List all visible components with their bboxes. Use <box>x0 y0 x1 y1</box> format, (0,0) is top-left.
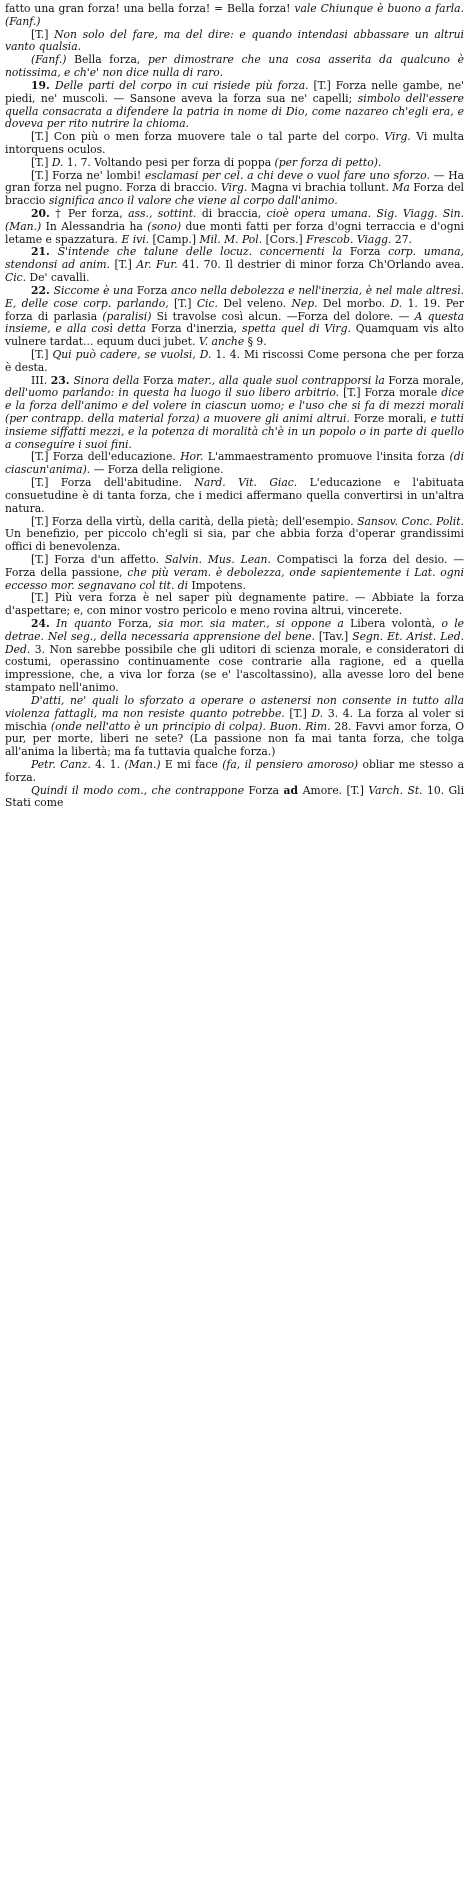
body-text: In Alessandria ha <box>45 219 148 233</box>
entry-paragraph <box>5 80 464 131</box>
body-text: [T.] <box>31 27 55 41</box>
entry-paragraph <box>5 516 464 554</box>
entry-paragraph <box>5 785 464 811</box>
italic-text: S'intende che talune delle locuz. concernenti la <box>57 245 350 259</box>
body-text: [T.] Forza morale <box>343 386 442 400</box>
entry-paragraph <box>5 451 464 477</box>
body-text: Impotens. <box>191 578 246 592</box>
body-text: [Tav.] <box>318 629 353 643</box>
italic-text: (per forza di petto). <box>274 155 382 169</box>
entry-paragraph <box>5 349 464 375</box>
body-text: Del morbo. <box>322 296 391 310</box>
body-text: [T.] Forza dell'abitudine. <box>31 476 195 490</box>
section-number: 23. <box>50 373 74 387</box>
italic-text: anco nella debolezza e nell'inerzia, è nel male altresì. E, delle cose corp. parlando, <box>5 283 464 310</box>
body-text: 1. 19. Per forza di parlasia <box>5 296 464 323</box>
italic-text: simbolo dell'essere quella consacrata a difendere la patria in nome di Dio, come nazareo ch'egli era, e doveva per rito nutrire la chioma. <box>5 91 464 131</box>
body-text: due monti fatti per forza d'ogni terraccia e d'ogni letame e spazzatura. <box>5 219 464 246</box>
italic-text: Ar. Fur. <box>136 258 183 272</box>
body-text: III. <box>31 373 51 387</box>
body-text: Compatisci la forza del desio. — Forza della passione, <box>5 552 464 579</box>
italic-text: sia mor. sia mater., si oppone a <box>158 617 351 630</box>
italic-text: Sansov. Conc. Polit. <box>357 514 464 528</box>
italic-text: A questa insieme, e alla così detta <box>5 309 464 336</box>
body-text: [T.] Forza d'un affetto. <box>31 552 165 566</box>
entry-paragraph <box>5 618 464 695</box>
body-text: [T.] Con più o men forza muovere tale o tal parte del corpo. <box>31 130 385 144</box>
italic-text: Cic. <box>5 271 30 285</box>
body-text: 3. 4. La forza al voler si mischia <box>5 706 464 733</box>
body-text: 1. 7. Voltando pesi per forza di poppa <box>66 155 275 169</box>
body-text: Amore. [T.] <box>302 783 369 797</box>
entry-paragraph <box>5 208 464 246</box>
body-text: [T.] Forza della virtù, della carità, della pietà; dell'esempio. <box>31 514 358 528</box>
body-text: Del veleno. <box>223 296 292 310</box>
italic-text: E ivi. <box>121 232 153 246</box>
italic-text: Segn. Et. Arist. Led. Ded. <box>5 629 464 656</box>
italic-text: significa anco il valore che viene al corpo dall'animo. <box>48 194 338 208</box>
entry-paragraph <box>5 29 464 55</box>
italic-text: Non solo del fare, ma del dire: e quando intendasi abbassare un altrui vanto qualsia. <box>5 27 464 54</box>
body-text: [T.] Più vera forza è nel saper più degnamente patire. — Abbiate la forza d'aspettare; e, con minor vostro pericolo e meno rovina altrui, vincerete. <box>5 591 464 618</box>
entry-paragraph <box>5 477 464 515</box>
body-text: Forza <box>248 783 284 797</box>
italic-text: dell'uomo parlando: in questa ha luogo il suo libero arbitrio. <box>5 386 344 400</box>
italic-text: Frescob. Viagg. <box>306 232 395 246</box>
italic-text: (fa, il pensiero amoroso) <box>222 757 363 771</box>
italic-text: (sono) <box>147 219 186 233</box>
italic-text: Cic. <box>196 296 224 310</box>
body-text: — Ha gran forza nel pugno. Forza di braccio. <box>5 168 464 195</box>
italic-text: D. <box>390 296 408 310</box>
entry-paragraph <box>5 170 464 208</box>
body-text: Forze morali, <box>353 412 431 425</box>
italic-text: Quindi il modo com., che contrappone <box>31 783 249 797</box>
body-text: Forza del braccio <box>5 181 464 208</box>
body-text: di braccia, <box>201 207 267 220</box>
body-text: fatto una gran forza! una bella forza! = Bella forza! <box>5 2 295 15</box>
italic-text: Qui può cadere, se vuolsi, D. <box>52 347 216 361</box>
body-text: [T.] Forza nelle gambe, ne' piedi, ne' muscoli. — Sansone aveva la forza sua ne' capelli; <box>5 78 465 105</box>
entry-paragraph <box>5 375 464 452</box>
section-number: ad <box>283 783 303 797</box>
italic-text: D. <box>51 155 67 169</box>
section-number: 19. <box>31 78 55 92</box>
body-text: obliar me stesso a forza. <box>5 757 464 784</box>
italic-text: (di ciascun'anima). <box>5 450 465 477</box>
italic-text: mater., alla quale suol contrapporsi la <box>177 373 389 387</box>
italic-text: Hor. <box>180 450 208 464</box>
italic-text: che più veram. è debolezza, onde sapientemente i Lat. ogni eccesso mor. segnavano col tit. di <box>5 565 464 592</box>
italic-text: V. anche <box>198 335 248 349</box>
italic-text: vale Chiunque è buono a farla. (Fanf.) <box>5 2 464 28</box>
body-text: 27. <box>394 232 412 246</box>
body-text: [T.] Forza ne' lombi! <box>31 168 145 182</box>
body-text: Libera volontà, <box>350 617 442 630</box>
body-text: [T.] <box>114 258 137 272</box>
italic-text: Siccome è una <box>53 283 137 297</box>
body-text: Quamquam vis alto vulnere tardat... equum duci jubet. <box>5 322 465 349</box>
body-text: — Forza della religione. <box>93 463 224 477</box>
italic-text: D'atti, ne' quali lo sforzato a operare o astenersi non consente in tutto alla violenza fattagli, ma non resiste quanto potrebbe. <box>5 693 464 720</box>
body-text: Magna vi brachia tollunt. <box>250 181 393 195</box>
entry-paragraph <box>5 246 464 284</box>
body-text: E mi face <box>164 757 223 771</box>
italic-text: D. <box>311 706 328 720</box>
italic-text: Petr. Canz. <box>31 757 96 771</box>
section-number: 22. <box>31 283 54 297</box>
italic-text: Nep. <box>291 296 323 310</box>
italic-text: Varch. St. <box>368 783 428 797</box>
body-text: 10. Gli Stati come <box>5 783 465 810</box>
body-text: [T.] Forza dell'educazione. <box>31 450 181 464</box>
italic-text: esclamasi per cel. a chi deve o vuol fare uno sforzo. <box>144 168 434 182</box>
body-text: Si travolse così alcun. —Forza del dolore. — <box>156 309 415 323</box>
italic-text: (Fanf.) <box>31 53 75 67</box>
entry-paragraph <box>5 131 464 157</box>
entry-paragraph <box>5 554 464 592</box>
body-text: 4. 1. <box>95 757 125 771</box>
section-number: 24. <box>31 617 57 630</box>
body-text: [Camp.] <box>152 232 200 246</box>
italic-text: In quanto <box>56 617 118 630</box>
italic-text: ass., sottint. <box>128 207 202 220</box>
entry-paragraph <box>5 3 464 29</box>
italic-text: (onde nell'atto è un principio di colpa). Buon. Rim. <box>50 719 335 733</box>
entry-paragraph <box>5 285 464 349</box>
body-text: § 9. <box>247 335 267 349</box>
body-text: L'ammaestramento promuove l'insita forza <box>207 450 450 464</box>
body-text: 28. Favvi amor forza, O pur, per morte, liberi ne sete? (La passione non fa mai tanta forza, che tolga all'anima la libertà; ma fa tuttavia qualche forza.) <box>5 719 465 759</box>
body-text: L'educazione e l'abituata consuetudine è di tanta forza, che i medici affermano quella convertirsi in un'altra natura. <box>5 476 464 515</box>
body-text: Forza morale, <box>388 373 465 387</box>
entry-paragraph <box>5 759 464 785</box>
body-text: Forza <box>136 283 171 297</box>
italic-text: corp. umana, stendonsi ad anim. <box>5 245 464 272</box>
body-text: Un benefizio, per piccolo ch'egli si sia, par che abbia forza d'operar grandissimi offici di benevolenza. <box>5 527 464 554</box>
italic-text: Ma <box>392 181 414 195</box>
body-text: Forza <box>349 245 389 259</box>
body-text: De' cavalli. <box>29 271 90 285</box>
body-text: Vi multa intorquens oculos. <box>5 130 465 156</box>
entry-paragraph <box>5 592 464 618</box>
body-text: [T.] <box>31 155 52 169</box>
body-text: [T.] <box>174 296 197 310</box>
body-text: 1. 4. Mi riscossi Come persona che per forza è desta. <box>5 347 465 374</box>
italic-text: cioè opera umana. Sig. Viagg. Sin. (Man.) <box>5 207 465 233</box>
italic-text: Virg. <box>220 181 251 195</box>
italic-text: Salvin. Mus. Lean. <box>164 552 277 566</box>
body-text: 41. 70. Il destrier di minor forza Ch'Orlando avea. <box>182 258 464 272</box>
italic-text: spetta quel di Virg. <box>241 322 356 336</box>
entry-paragraph <box>5 54 464 80</box>
section-number: 21. <box>31 245 58 259</box>
italic-text: Mil. M. Pol. <box>199 232 266 246</box>
italic-text: Delle parti del corpo in cui risiede più forza. <box>54 78 314 92</box>
section-number: 20. <box>31 207 56 220</box>
italic-text: Sinora della <box>73 373 143 387</box>
entry-paragraph <box>5 695 464 759</box>
body-text: † Per forza, <box>55 207 129 220</box>
body-text: Forza d'inerzia, <box>150 322 242 336</box>
italic-text: dice e la forza dell'animo e del volere in ciascun uomo; e l'uso che si fa di mezzi morali (per contrapp. della material forza) a muovere gli animi altrui. <box>5 386 464 425</box>
italic-text: Virg. <box>384 130 417 144</box>
italic-text: e tutti insieme siffatti mezzi, e la potenza di moralità ch'è in un popolo o in parte di quello a conseguire i suoi fini. <box>5 412 464 451</box>
body-text: [T.] <box>31 347 53 361</box>
body-text: Bella forza, <box>74 53 148 67</box>
body-text: [Cors.] <box>265 232 307 246</box>
italic-text: o le detrae. Nel seg., della necessaria apprensione del bene. <box>5 617 465 643</box>
italic-text: Nard. Vit. Giac. <box>194 476 310 490</box>
body-text: Forza, <box>117 617 159 630</box>
italic-text: (paralisi) <box>102 309 157 323</box>
italic-text: (Man.) <box>124 757 165 771</box>
italic-text: per dimostrare che una cosa asserita da qualcuno è notissima, e ch'e' non dice nulla di raro. <box>5 53 464 80</box>
body-text: Forza <box>142 373 178 387</box>
body-text: [T.] <box>289 706 312 720</box>
body-text: 3. Non sarebbe possibile che gli uditori di scienza morale, e consideratori di costumi, operassino continuamente cose contrarie alla ragione, ed a quella impressione, che, a viva lor forza (se e' l'ascoltassino), alla avesse loro del bene stampato nell'animo. <box>5 642 465 695</box>
